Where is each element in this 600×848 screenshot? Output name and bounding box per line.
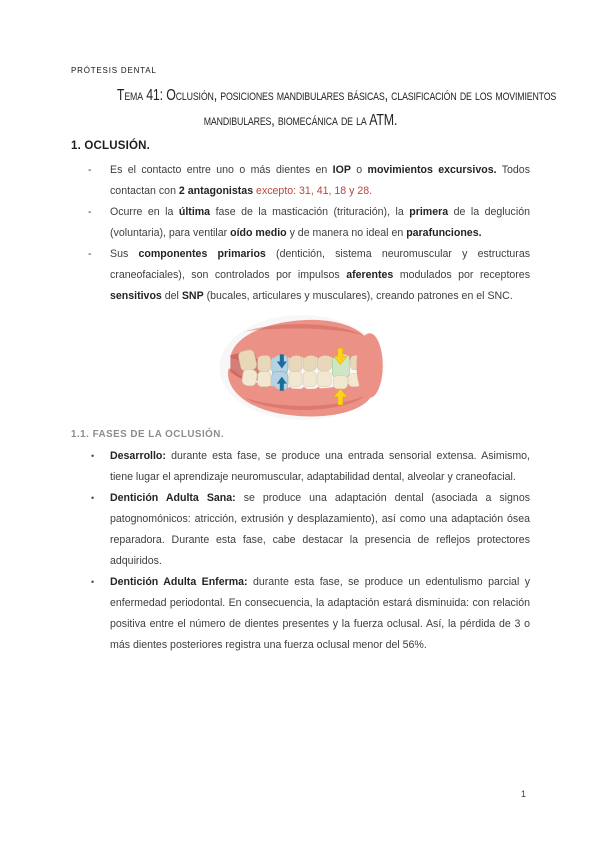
fases-bullet-list xyxy=(71,446,530,656)
page-number: 1 xyxy=(520,789,526,799)
page-title xyxy=(71,83,557,133)
list-item-text: Dentición Adulta Sana: se produce una adaptación dental (asociada a signos patognomónicos: atricción, extrusión y desplazamiento), así como una adaptación ósea reparadora. Durante esta fase, cabe destacar la presencia de reflejos protectores adquiridos. xyxy=(110,492,531,567)
list-item xyxy=(71,160,530,202)
bullet-marker: - xyxy=(88,248,92,260)
list-item xyxy=(71,244,530,307)
section-heading-oclusion: 1. OCLUSIÓN. xyxy=(71,140,151,152)
list-item-text: Es el contacto entre uno o más dientes en IOP o movimientos excursivos. Todos contactan con 2 antagonistas excepto: 31, 41, 18 y 28. xyxy=(110,164,530,197)
list-item xyxy=(71,572,530,656)
dental-occlusion-image xyxy=(71,309,530,423)
oclusion-bullet-list xyxy=(71,160,530,307)
bullet-marker: - xyxy=(88,206,92,218)
list-item-text: Desarrollo: durante esta fase, se produce una entrada sensorial extensa. Asimismo, tiene lugar el aprendizaje neuromuscular, adaptabilidad dental, alveolar y craneofacial. xyxy=(110,450,530,483)
section-heading-fases: 1.1. FASES DE LA OCLUSIÓN. xyxy=(71,429,225,440)
list-item xyxy=(71,446,530,488)
list-item-text: Dentición Adulta Enferma: durante esta fase, se produce un edentulismo parcial y enfermedad periodontal. En consecuencia, la adaptación estará disminuida: con relación positiva entre el número de dientes presentes y la fuerza oclusal. Así, la pérdida de 3 o más dientes posteriores registra una fuerza oclusal menor del 56%. xyxy=(110,576,530,651)
page-content xyxy=(71,66,557,656)
bullet-marker: - xyxy=(88,164,92,176)
list-item-text: Sus componentes primarios (dentición, sistema neuromuscular y estructuras craneofaciales), son controlados por impulsos aferentes modulados por receptores sensitivos del SNP (bucales, articulares y musculares), creando patrones en el SNC. xyxy=(110,248,531,302)
bullet-marker: • xyxy=(91,577,95,587)
list-item xyxy=(71,202,530,244)
dental-occlusion-illustration xyxy=(215,309,387,423)
document-header: PRÓTESIS DENTAL xyxy=(71,66,157,75)
bullet-marker: • xyxy=(91,451,95,461)
right-cheek xyxy=(356,333,382,398)
page-title-line-1: Tema 41: Oclusión, posiciones mandibulares básicas, clasificación de los movimientos xyxy=(116,87,557,104)
bullet-marker: • xyxy=(91,493,95,503)
list-item xyxy=(71,488,530,572)
list-item-text: Ocurre en la última fase de la masticación (trituración), la primera de la deglución (voluntaria), para ventilar oído medio y de manera no ideal en parafunciones. xyxy=(110,206,530,239)
page-title-line-2: mandibulares, biomecánica de la ATM. xyxy=(203,112,398,129)
